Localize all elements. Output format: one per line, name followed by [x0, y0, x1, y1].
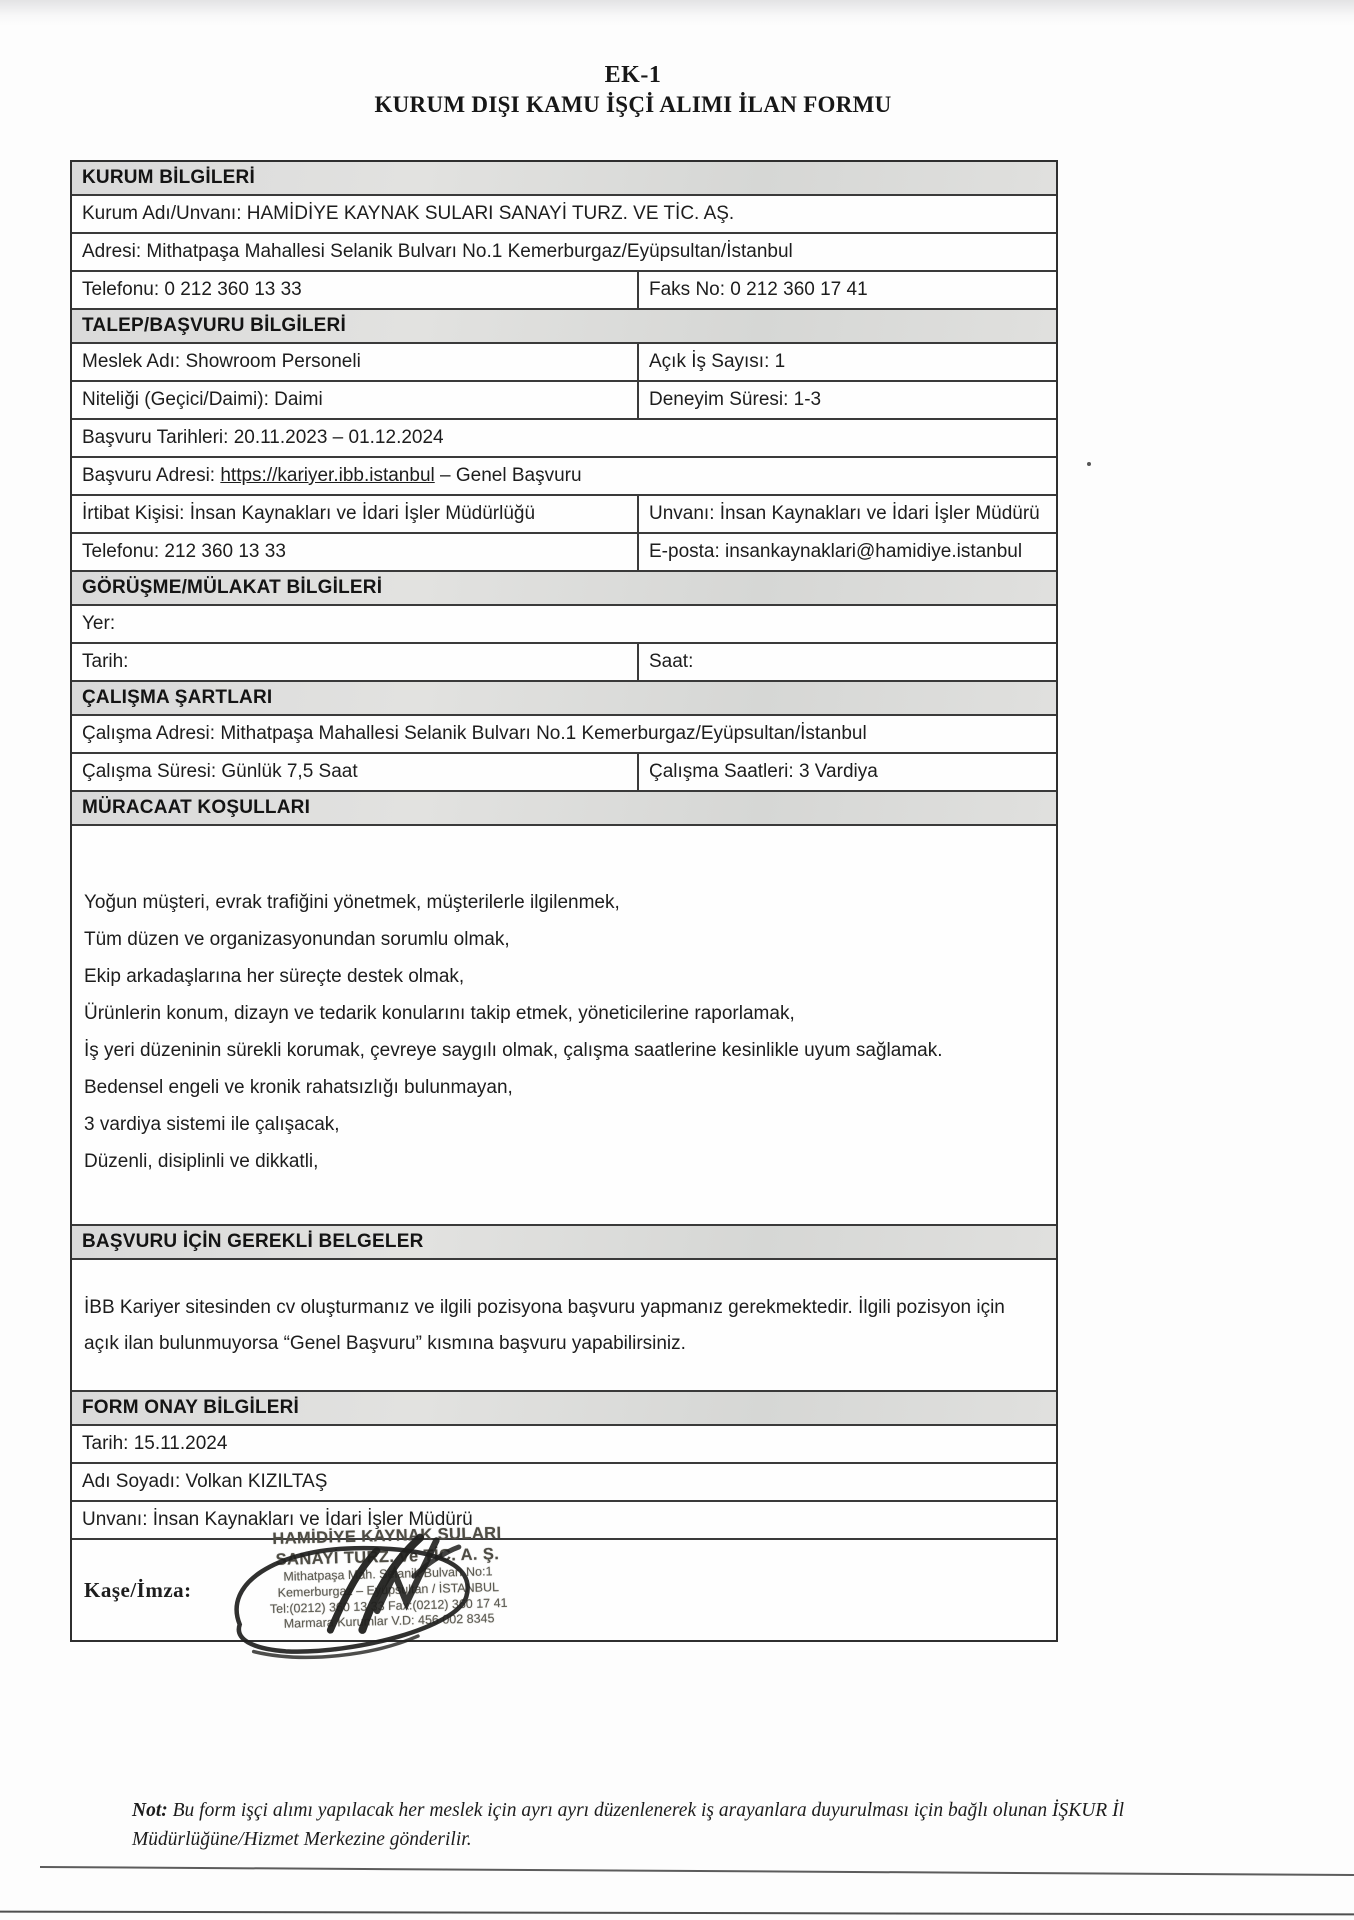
- muracaat-line: Düzenli, disiplinli ve dikkatli,: [84, 1151, 319, 1172]
- row-telefon-eposta: [72, 534, 1056, 572]
- field-onay-unvan: Unvanı: İnsan Kaynakları ve İdari İşler Müdürü: [82, 1509, 473, 1530]
- field-kurum-adi: Kurum Adı/Unvanı: HAMİDİYE KAYNAK SULARI SANAYİ TURZ. VE TİC. AŞ.: [82, 203, 735, 224]
- row-yer: [72, 606, 1056, 644]
- basvuru-adresi-suffix: – Genel Başvuru: [434, 465, 582, 486]
- muracaat-line: Bedensel engeli ve kronik rahatsızlığı bulunmayan,: [84, 1077, 513, 1098]
- stamp-line: SANAYİ TURZ. ve TİC. A. Ş.: [275, 1544, 500, 1569]
- stamp-line: Mithatpaşa Mah. Selanik Bulvarı No:1: [283, 1564, 493, 1584]
- field-gorusme-tarih: Tarih:: [72, 644, 639, 680]
- page-title: [0, 62, 1266, 118]
- field-faks: Faks No: 0 212 360 17 41: [649, 279, 868, 300]
- field-basvuru-adresi: [72, 458, 1056, 494]
- form-code: EK-1: [604, 62, 662, 88]
- field-irtibat-kisisi: İrtibat Kişisi: İnsan Kaynakları ve İdari İşler Müdürlüğü: [72, 496, 639, 532]
- muracaat-kosullari-cell: [72, 826, 1056, 1226]
- row-irtibat-unvan: [72, 496, 1056, 534]
- row-meslek-acikis: [72, 344, 1056, 382]
- kase-imza-label: Kaşe/İmza:: [84, 1577, 192, 1602]
- stamp-line: Tel:(0212) 360 13 33 Fax:(0212) 360 17 41: [269, 1595, 508, 1616]
- signature-icon: [206, 1518, 515, 1674]
- field-nitelik: Niteliği (Geçici/Daimi): Daimi: [72, 382, 639, 418]
- field-adi-soyadi: Adı Soyadı: Volkan KIZILTAŞ: [82, 1471, 328, 1492]
- field-meslek-adi: Meslek Adı: Showroom Personeli: [72, 344, 639, 380]
- scan-artifact-line: [0, 1911, 1354, 1916]
- row-kurum-adi: [72, 196, 1056, 234]
- row-tarih-saat: [72, 644, 1056, 682]
- field-acik-is-sayisi: Açık İş Sayısı: 1: [649, 351, 786, 372]
- footer-note-text: Bu form işçi alımı yapılacak her meslek için ayrı ayrı düzenlenerek iş arayanlara duyurulması için bağlı olunan İŞKUR İl Müdürlüğüne/Hizmet Merkezine gönderilir.: [132, 1800, 1125, 1850]
- section-header-muracaat-kosullari: MÜRACAAT KOŞULLARI: [72, 792, 1056, 826]
- field-gorusme-saat: Saat:: [649, 651, 694, 672]
- row-telefon-faks: [72, 272, 1056, 310]
- field-calisma-suresi: Çalışma Süresi: Günlük 7,5 Saat: [72, 754, 639, 790]
- row-onay-tarih: [72, 1426, 1056, 1464]
- muracaat-line: 3 vardiya sistemi ile çalışacak,: [84, 1114, 340, 1135]
- field-irtibat-unvani: Unvanı: İnsan Kaynakları ve İdari İşler Müdürü: [649, 503, 1040, 524]
- muracaat-line: Tüm düzen ve organizasyonundan sorumlu olmak,: [84, 929, 510, 950]
- muracaat-line: Ürünlerin konum, dizayn ve tedarik konularını takip etmek, yöneticilerine raporlamak,: [84, 1003, 795, 1024]
- section-header-calisma-sartlari: ÇALIŞMA ŞARTLARI: [72, 682, 1056, 716]
- row-calisma-sure-saat: [72, 754, 1056, 792]
- footer-note: [132, 1796, 1227, 1854]
- field-onay-tarih: Tarih: 15.11.2024: [82, 1433, 228, 1454]
- scan-speck: [1087, 462, 1091, 466]
- row-basvuru-tarihleri: [72, 420, 1056, 458]
- footer-note-label: Not:: [132, 1800, 168, 1821]
- field-telefon: Telefonu: 0 212 360 13 33: [72, 272, 639, 308]
- row-adres: [72, 234, 1056, 272]
- basvuru-adresi-label: Başvuru Adresi:: [82, 465, 221, 486]
- field-calisma-saatleri: Çalışma Saatleri: 3 Vardiya: [649, 761, 878, 782]
- stamp-line: Kemerburgaz – Eyüpsultan / İSTANBUL: [277, 1579, 500, 1600]
- scan-artifact-top: [0, 0, 1354, 26]
- muracaat-line: Ekip arkadaşlarına her süreçte destek olmak,: [84, 966, 465, 987]
- field-adres: Adresi: Mithatpaşa Mahallesi Selanik Bulvarı No.1 Kemerburgaz/Eyüpsultan/İstanbul: [82, 241, 793, 262]
- scan-artifact-line: [40, 1866, 1354, 1876]
- row-adi-soyadi: [72, 1464, 1056, 1502]
- section-header-gorusme-mulakat: GÖRÜŞME/MÜLAKAT BİLGİLERİ: [72, 572, 1056, 606]
- field-deneyim-suresi: Deneyim Süresi: 1-3: [649, 389, 822, 410]
- row-basvuru-adresi: [72, 458, 1056, 496]
- field-irtibat-telefon: Telefonu: 212 360 13 33: [72, 534, 639, 570]
- field-basvuru-tarihleri: Başvuru Tarihleri: 20.11.2023 – 01.12.2024: [82, 427, 444, 448]
- section-header-kurum-bilgileri: KURUM BİLGİLERİ: [72, 162, 1056, 196]
- row-calisma-adresi: [72, 716, 1056, 754]
- gerekli-belgeler-cell: İBB Kariyer sitesinden cv oluşturmanız ve ilgili pozisyona başvuru yapmanız gerekmektedir. İlgili pozisyon için açık ilan bulunmuyorsa “Genel Başvuru” kısmına başvuru yapabilirsiniz.: [72, 1260, 1056, 1392]
- muracaat-line: Yoğun müşteri, evrak trafiğini yönetmek, müşterilerle ilgilenmek,: [84, 892, 620, 913]
- stamp-line: HAMİDİYE KAYNAK SULARI: [272, 1524, 502, 1549]
- form-title: KURUM DIŞI KAMU İŞÇİ ALIMI İLAN FORMU: [374, 92, 892, 117]
- field-calisma-adresi: Çalışma Adresi: Mithatpaşa Mahallesi Selanik Bulvarı No.1 Kemerburgaz/Eyüpsultan/İstanbul: [82, 723, 867, 744]
- field-yer: Yer:: [82, 613, 116, 634]
- form-table: [70, 160, 1058, 1642]
- section-header-talep-basvuru: TALEP/BAŞVURU BİLGİLERİ: [72, 310, 1056, 344]
- kariyer-link[interactable]: https://kariyer.ibb.istanbul: [220, 465, 435, 486]
- section-header-gerekli-belgeler: BAŞVURU İÇİN GEREKLİ BELGELER: [72, 1226, 1056, 1260]
- row-nitelik-deneyim: [72, 382, 1056, 420]
- field-eposta: E-posta: insankaynaklari@hamidiye.istanbul: [649, 541, 1023, 562]
- muracaat-line: İş yeri düzeninin sürekli korumak, çevreye saygılı olmak, çalışma saatlerine kesinlikle uyum sağlamak.: [84, 1040, 943, 1061]
- section-header-form-onay: FORM ONAY BİLGİLERİ: [72, 1392, 1056, 1426]
- stamp-line: Marmara Kurumlar V.D: 456 002 8345: [283, 1611, 495, 1631]
